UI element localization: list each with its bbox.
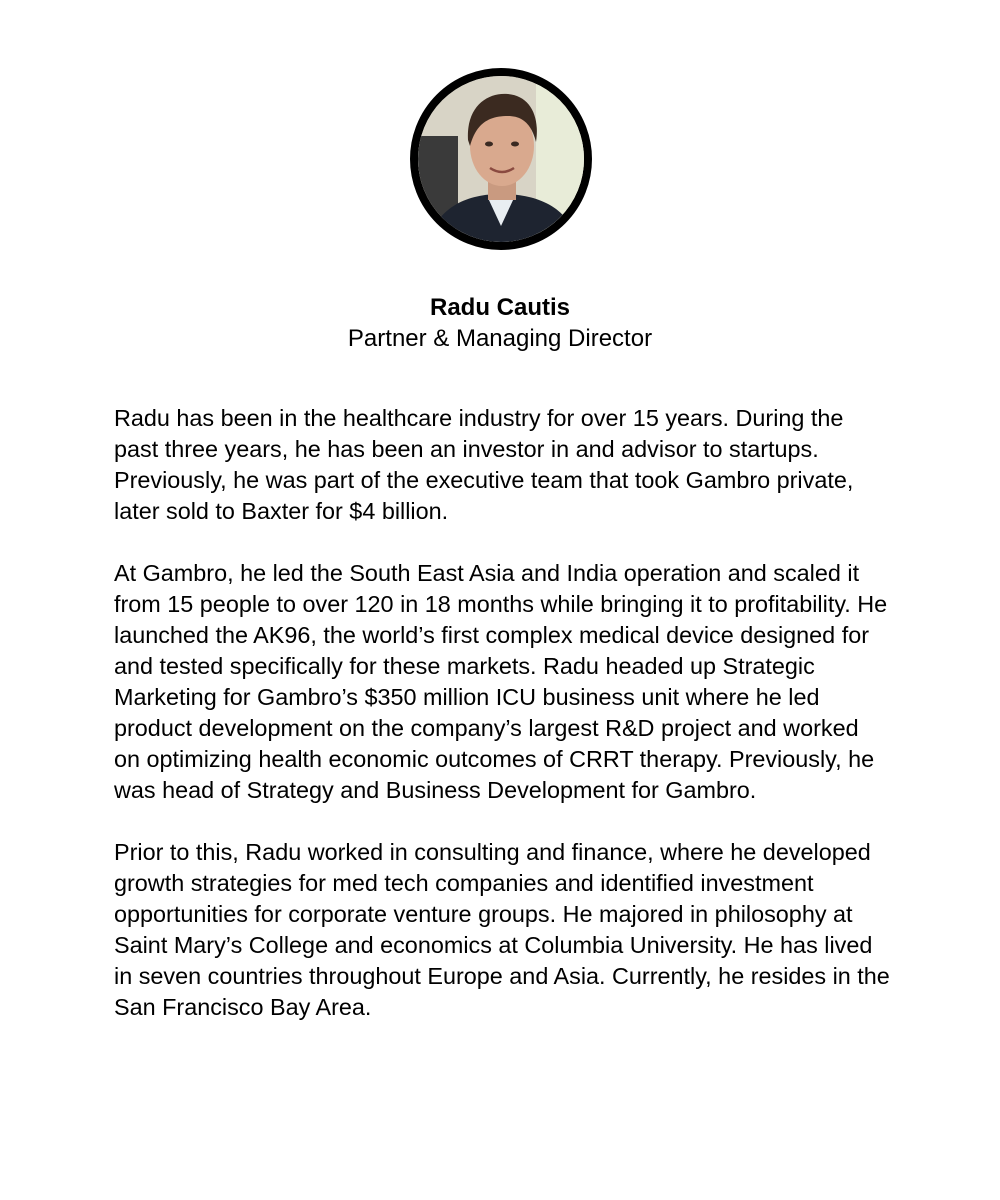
bio-text <box>114 403 890 1054</box>
person-title: Partner & Managing Director <box>347 325 653 352</box>
bio-paragraph: At Gambro, he led the South East Asia and India operation and scaled it from 15 people to over 120 in 18 months while bringing it to profitability. He launched the AK96, the world’s first complex medical device designed for and tested specifically for these markets. Radu headed up Strategic Marketing for Gambro’s $350 million ICU business unit where he led product development on the company’s largest R&D project and worked on optimizing health economic outcomes of CRRT therapy. Previously, he was head of Strategy and Business Development for Gambro. <box>114 560 888 803</box>
person-name: Radu Cautis <box>429 294 570 321</box>
avatar <box>410 68 592 250</box>
bio-paragraph: Prior to this, Radu worked in consulting and finance, where he developed growth strategies for med tech companies and identified investment opportunities for corporate venture groups. He majored in philosophy at Saint Mary’s College and economics at Columbia University. He has lived in seven countries throughout Europe and Asia. Currently, he resides in the San Francisco Bay Area. <box>114 839 890 1020</box>
bio-paragraph: Radu has been in the healthcare industry for over 15 years. During the past three years, he has been an investor in and advisor to startups. Previously, he was part of the executive team that took Gambro private, later sold to Baxter for $4 billion. <box>114 405 854 524</box>
portrait-photo <box>418 76 584 242</box>
